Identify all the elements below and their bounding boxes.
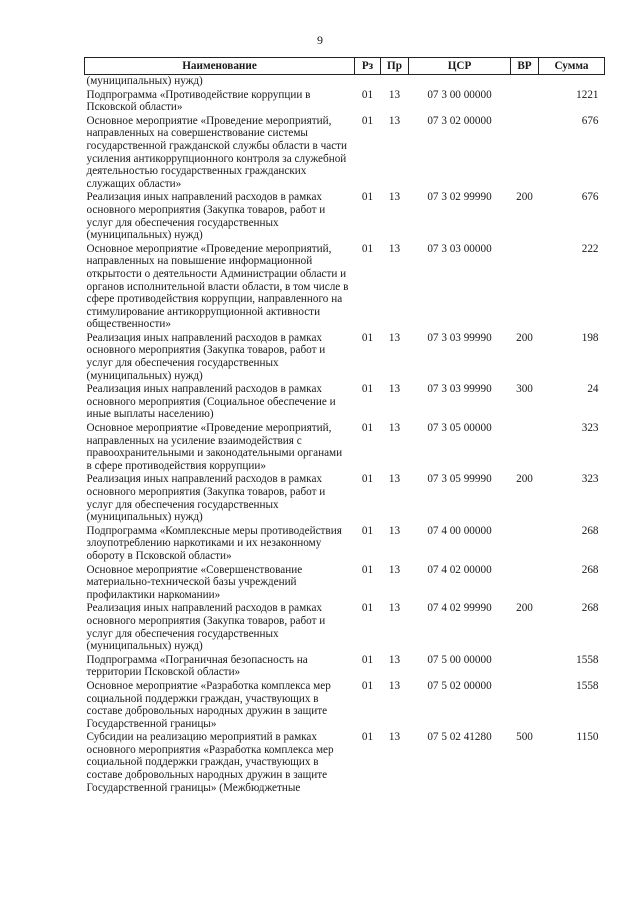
table-row [85,731,605,795]
row-vr-cell [511,75,539,89]
row-rz-cell: 01 [361,679,374,692]
row-csr-cell: 07 3 03 00000 [427,242,492,255]
header-rz: Рз [355,58,381,75]
row-rz-cell: 01 [361,473,374,486]
row-vr-cell [511,115,539,192]
row-csr-cell: 07 4 00 00000 [427,524,492,537]
row-vr-cell [511,422,539,473]
header-name: Наименование [85,58,355,75]
table-row [85,191,605,242]
table-row [85,422,605,473]
row-vr-cell: 200 [516,331,533,344]
row-rz-cell: 01 [361,242,374,255]
row-name-cell: Субсидии на реализацию мероприятий в рамках основного мероприятия «Разработка комплекса мер социальной поддержки граждан, участвующих в составе добровольных народных дружин в защите Государственной границы» (Межбюджетные [86,731,334,794]
row-name-cell: Реализация иных направлений расходов в рамках основного мероприятия (Социальное обеспечение и иные выплаты населению) [86,383,336,421]
table-row [85,602,605,653]
table-row [85,525,605,564]
row-name-cell: Основное мероприятие «Проведение мероприятий, направленных на усиление взаимодействия с правоохранительными и законодательными органами в сфере противодействия коррупции» [86,422,343,472]
row-sum-cell: 676 [581,114,599,127]
row-pr-cell: 13 [388,242,401,255]
row-pr-cell: 13 [388,383,401,396]
row-sum-cell: 1558 [576,653,599,666]
row-csr-cell: 07 3 05 00000 [427,422,492,435]
row-rz-cell: 01 [361,331,374,344]
row-name-cell: Подпрограмма «Пограничная безопасность на территории Псковской области» [86,653,308,679]
row-vr-cell [511,564,539,603]
row-pr-cell: 13 [388,114,401,127]
row-vr-cell [511,89,539,115]
row-pr-cell: 13 [388,679,401,692]
table-row [85,89,605,115]
header-sum: Сумма [539,58,605,75]
table-row [85,473,605,524]
row-vr-cell: 200 [516,191,533,204]
row-name-cell: Основное мероприятие «Совершенствование материально-технической базы учреждений профилактики наркомании» [86,563,303,601]
row-name-cell: Реализация иных направлений расходов в рамках основного мероприятия (Закупка товаров, работ и услуг для обеспечения государственных (муниципальных) нужд) [86,602,326,653]
table-row [85,115,605,192]
row-csr-cell: 07 5 02 41280 [427,731,492,744]
row-vr-cell: 200 [516,602,533,615]
row-sum-cell: 323 [581,473,599,486]
budget-table [84,57,605,795]
row-vr-cell [511,654,539,680]
row-rz-cell: 01 [361,524,374,537]
table-row [85,680,605,731]
row-sum-cell: 676 [581,191,599,204]
row-name-cell: Реализация иных направлений расходов в рамках основного мероприятия (Закупка товаров, работ и услуг для обеспечения государственных (муниципальных) нужд) [86,191,326,242]
row-pr-cell: 13 [388,602,401,615]
page-number: 9 [317,33,323,47]
row-csr-cell [409,75,511,89]
row-pr-cell: 13 [388,191,401,204]
table-row [85,243,605,332]
row-vr-cell: 300 [516,383,533,396]
row-name-cell: Основное мероприятие «Проведение мероприятий, направленных на совершенствование системы государственной гражданской службы области в части усиления антикоррупционного контроля за служебной деятельностью государственных гражданских служащих области» [86,114,348,190]
row-name-cell: (муниципальных) нужд) [86,75,203,87]
row-vr-cell: 500 [516,731,533,744]
row-csr-cell: 07 3 03 99990 [427,331,492,344]
row-name-cell: Основное мероприятие «Проведение мероприятий, направленных на повышение информационной открытости о деятельности Администрации области и органов исполнительной власти области, в том числе в сфере противодействия коррупции, направленного на стимулирование антикоррупционной активности общественности» [86,242,349,331]
header-pr: Пр [381,58,409,75]
row-rz-cell: 01 [361,563,374,576]
row-rz-cell: 01 [361,653,374,666]
row-csr-cell: 07 5 02 00000 [427,679,492,692]
row-name-cell: Реализация иных направлений расходов в рамках основного мероприятия (Закупка товаров, работ и услуг для обеспечения государственных (муниципальных) нужд) [86,473,326,524]
row-name-cell: Подпрограмма «Противодействие коррупции в Псковской области» [86,88,311,114]
row-sum-cell: 268 [581,563,599,576]
row-csr-cell: 07 5 00 00000 [427,653,492,666]
row-pr-cell: 13 [388,563,401,576]
row-csr-cell: 07 3 02 99990 [427,191,492,204]
row-sum-cell: 268 [581,524,599,537]
table-body [85,75,605,796]
row-pr-cell: 13 [388,731,401,744]
row-rz-cell [355,75,381,89]
table-row [85,564,605,603]
row-pr-cell: 13 [388,524,401,537]
row-sum-cell: 268 [581,602,599,615]
row-vr-cell [511,680,539,731]
row-pr-cell: 13 [388,473,401,486]
row-rz-cell: 01 [361,731,374,744]
row-csr-cell: 07 3 05 99990 [427,473,492,486]
row-vr-cell: 200 [516,473,533,486]
row-rz-cell: 01 [361,602,374,615]
row-sum-cell: 1558 [576,679,599,692]
row-pr-cell: 13 [388,653,401,666]
row-rz-cell: 01 [361,422,374,435]
table-header [85,58,605,75]
row-pr-cell [381,75,409,89]
row-csr-cell: 07 3 02 00000 [427,114,492,127]
row-sum-cell: 1150 [576,731,599,744]
table-row [85,654,605,680]
row-vr-cell [511,525,539,564]
row-name-cell: Подпрограмма «Комплексные меры противодействия злоупотреблению наркотиками и их незаконному обороту в Псковской области» [86,524,342,562]
row-pr-cell: 13 [388,331,401,344]
table-row [85,75,605,89]
row-pr-cell: 13 [388,88,401,101]
row-vr-cell [511,243,539,332]
row-sum-cell: 24 [587,383,599,396]
row-rz-cell: 01 [361,114,374,127]
row-rz-cell: 01 [361,88,374,101]
header-csr: ЦСР [409,58,511,75]
table-row [85,332,605,383]
table-row [85,383,605,422]
row-sum-cell: 1221 [576,88,599,101]
row-name-cell: Реализация иных направлений расходов в рамках основного мероприятия (Закупка товаров, работ и услуг для обеспечения государственных (муниципальных) нужд) [86,331,326,382]
row-csr-cell: 07 3 00 00000 [427,88,492,101]
row-sum-cell: 222 [581,242,599,255]
row-sum-cell: 198 [581,331,599,344]
row-csr-cell: 07 3 03 99990 [427,383,492,396]
row-csr-cell: 07 4 02 00000 [427,563,492,576]
row-name-cell: Основное мероприятие «Разработка комплекса мер социальной поддержки граждан, участвующих в составе добровольных народных дружин в защите Государственной границы» [86,679,331,730]
row-pr-cell: 13 [388,422,401,435]
row-rz-cell: 01 [361,191,374,204]
row-sum-cell [539,75,605,89]
header-row [85,58,605,75]
header-vr: ВР [511,58,539,75]
row-sum-cell: 323 [581,422,599,435]
row-csr-cell: 07 4 02 99990 [427,602,492,615]
row-rz-cell: 01 [361,383,374,396]
